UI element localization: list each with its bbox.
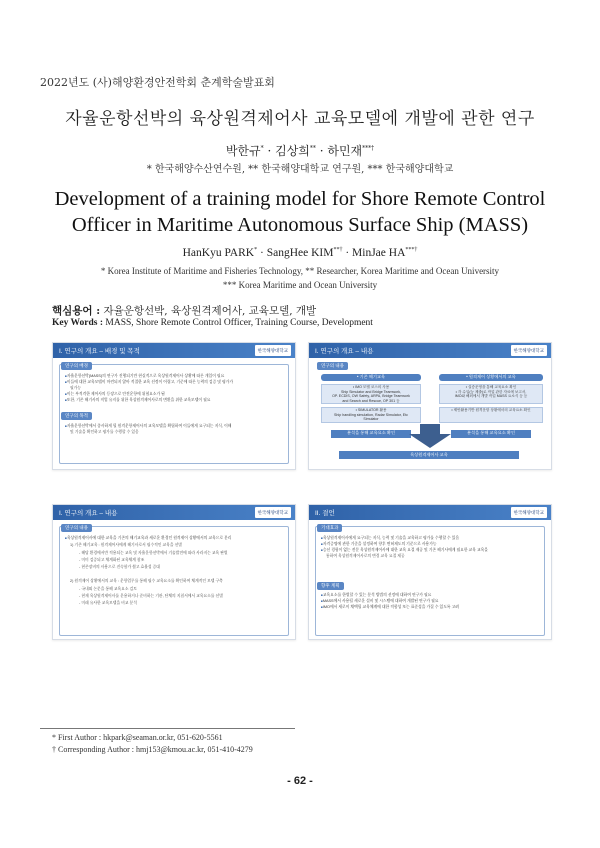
bullet-line: ■ 또한, 기존 해기사의 직업 유지를 위한 육상원격제어사로의 변환을 위한 교육모델이 필요 bbox=[65, 398, 210, 404]
authors-korean bbox=[0, 142, 600, 159]
slide-research-content-diagram bbox=[308, 342, 552, 470]
sub-line: - 해당 환경에서만 적용되는 교육 및 자율운항선박에서 기술발전에 따라 사라지는 교육 판별 bbox=[79, 551, 228, 557]
author-separator: · bbox=[259, 247, 264, 259]
author-ko-2: 김상희 bbox=[275, 144, 310, 158]
section-tag: 향후 계획 bbox=[317, 582, 344, 590]
sub-line: - 미미 검증되고 체계화된 교육체계 참조 bbox=[79, 558, 144, 564]
affiliation-korean: * 한국해양수산연수원, ** 한국해양대학교 연구원, *** 한국해양대학교 bbox=[146, 164, 454, 175]
section-tag: 연구의 내용 bbox=[61, 524, 92, 532]
university-logo: 한국해양대학교 bbox=[255, 507, 291, 518]
slide-header bbox=[309, 505, 551, 520]
section-tag: 연구의 내용 bbox=[317, 362, 348, 370]
author-ko-1: 박한규 bbox=[225, 144, 261, 158]
sub-line: - 현존장비의 사용으로 진숙함가 쉽고 효율성 증대 bbox=[79, 565, 160, 571]
author-en-3-mark: ***† bbox=[405, 247, 418, 254]
keywords-english-label: Key Words : bbox=[52, 318, 104, 328]
result-bar: 육상원격제어사 교육 bbox=[339, 451, 519, 459]
author-en-3: MinJae HA bbox=[352, 247, 406, 259]
slide-background-purpose bbox=[52, 342, 296, 470]
author-en-2: SangHee KIM bbox=[266, 247, 334, 259]
authors-english bbox=[0, 247, 600, 259]
bullet-continuation: 필가능 bbox=[70, 386, 82, 390]
conference-name: 2022년도 (사)해양환경안전학회 춘계학술발표회 bbox=[40, 76, 275, 89]
affiliation-english-1: * Korea Institute of Maritime and Fisheries Technology, ** Researcher, Korea Maritime and Ocean University bbox=[100, 266, 500, 276]
footnote-first-author: * First Author : hkpark@seaman.or.kr, 051-620-5561 bbox=[52, 733, 223, 742]
numbered-line: 2) 원격제어 상황에서의 교육 : 운항업무를 통해 필수 교육요소를 확인하여 체계적인 모델 구축 bbox=[70, 579, 223, 583]
slide-heading: I. 연구의 개요 – 내용 bbox=[315, 348, 374, 355]
author-en-1: HanKyu PARK bbox=[182, 247, 255, 259]
author-ko-3-mark: ***† bbox=[362, 145, 375, 152]
affiliation-english-2: *** Korea Maritime and Ocean University bbox=[222, 280, 378, 290]
footnote-corresponding-author: † Corresponding Author : hmj153@kmou.ac.kr, 051-410-4279 bbox=[52, 745, 253, 754]
university-logo: 한국해양대학교 bbox=[255, 345, 291, 356]
section-tag: 연구의 목적 bbox=[61, 412, 92, 420]
bullet-line: ■ 이들에 대한 교육모델이 마련되지 않아 적절한 교육 선정이 어렵고, 기준에 따른 능력의 검증 및 평가가 bbox=[65, 380, 233, 386]
slide-header bbox=[53, 343, 295, 358]
left-info-box-2: • SIMULATOR 활용 Ship handling simulation, Radar Simulator, Etc Simulator bbox=[321, 407, 421, 423]
bullet-line: ■ 자율운항선박(MASS)의 연구가 진행되기만 현실적으로 육상원격제어사 상황에 따른 개입이 필요 bbox=[65, 374, 224, 380]
title-korean: 자율운항선박의 육상원격제어사 교육모델에 개발에 관한 연구 bbox=[65, 109, 535, 129]
slide-heading: I. 연구의 개요 – 내용 bbox=[59, 510, 118, 517]
bullet-line: ■ IMO에서 새로이 채택될 교육체계에 대한 적합성 또는 표준성을 가질 수 있도록 고려 bbox=[321, 605, 459, 611]
author-ko-1-mark: * bbox=[260, 145, 264, 152]
author-separator: · bbox=[267, 144, 272, 158]
keywords-korean bbox=[52, 303, 316, 318]
section-tag: 기대효과 bbox=[317, 524, 342, 532]
left-column-heading: • 기존 해기교육 bbox=[321, 374, 421, 381]
author-ko-2-mark: ** bbox=[309, 145, 316, 152]
sub-line: - 국내외 논문을 통해 교육요소 검토 bbox=[79, 587, 137, 593]
sub-line: - 미래 유사한 교육모델을 비교 분석 bbox=[79, 601, 137, 607]
bullet-line: ■ 육상원격제어사에 대한 교육을 기존의 해기교육과 새로운 환경인 원격제어 상황에서의 교육으로 분리 bbox=[65, 536, 231, 542]
bullet-line: ■ 육상원격제어사에게 요구되는 지식, 능력 및 기술을 교육하고 평가를 수행할 수 있음 bbox=[321, 536, 459, 542]
university-logo: 한국해양대학교 bbox=[511, 345, 547, 356]
slide-heading: II. 결언 bbox=[315, 510, 335, 517]
author-separator: · bbox=[319, 144, 324, 158]
slide-research-content-details bbox=[52, 504, 296, 640]
keywords-korean-text: 자율운항선박, 육상원격제어사, 교육모델, 개발 bbox=[103, 305, 317, 317]
down-arrow-icon bbox=[407, 424, 453, 448]
university-logo: 한국해양대학교 bbox=[511, 507, 547, 518]
slide-header bbox=[309, 343, 551, 358]
slide-header bbox=[53, 505, 295, 520]
keywords-korean-label: 핵심용어 : bbox=[52, 305, 101, 317]
left-info-box-1: • IMO 모델 코스의 사용 Ship Simulator and Bridge Teamwork, OP. ECDIS, OW Safety, ARPA, Bridge Teamwork and Search and Rescue, OP 301 등 bbox=[321, 384, 421, 404]
author-en-1-mark: * bbox=[254, 247, 258, 254]
right-info-box-2: • 제안활용기반 원격운항 상황에서의 교육요소 확인 bbox=[439, 407, 543, 423]
author-ko-3: 하민재 bbox=[327, 144, 363, 158]
bullet-line: ■ 자율운항선박에서 종사하게 될 원격운항제어사의 교육모델을 확립하여 이들에게 요구되는 지식, 이해 bbox=[65, 424, 231, 430]
keywords-english bbox=[52, 318, 373, 328]
slide-heading: I. 연구의 개요 – 배경 및 목적 bbox=[59, 348, 140, 355]
footnote-divider bbox=[40, 728, 295, 729]
keywords-english-text: MASS, Shore Remote Control Officer, Training Course, Development bbox=[105, 318, 373, 328]
author-en-2-mark: **† bbox=[333, 247, 343, 254]
right-info-box-1: • 실증운영을 통해 교육요소 확인 • 각 수입(능 제출)로 작업 관한 자료에 보고서, IMO와 해외에서 개발 작업 MASS 요소식 등 등 bbox=[439, 384, 543, 404]
right-column-heading: • 원격제어 상황에서의 교육 bbox=[439, 374, 543, 381]
bullet-continuation: 및 기술을 확인하고 평가를 수행할 수 있음 bbox=[70, 430, 139, 434]
right-analysis-box: 분석을 통해 교육요소 확인 bbox=[451, 430, 531, 438]
bullet-line: ■ 자격증명에 관한 기준을 설정하여 향후 면허제도의 기준으로 사용가능 bbox=[321, 542, 437, 548]
author-separator: · bbox=[345, 247, 350, 259]
left-analysis-box: 분석을 통해 교육요소 확인 bbox=[331, 430, 411, 438]
bullet-line: ■ 이는 부적격한 제어사의 등장으로 안전운항에 위협요소가 됨 bbox=[65, 392, 165, 398]
bullet-line: ■ 승선 경험이 없는 전문 육상원격제어사에 대한 교육 요절 제공 및 기존 해기사에게 필요한 교육 교육을 bbox=[321, 548, 488, 554]
bullet-line: ■ 교육요소를 한별할 수 있는 분석 방법의 선정에 대하여 연구가 필요 bbox=[321, 593, 431, 599]
slide-conclusion bbox=[308, 504, 552, 640]
page-number: - 62 - bbox=[287, 775, 313, 787]
title-english: Development of a training model for Shore Remote Control Officer in Maritime Autonomous Surface Ship (MASS) bbox=[54, 188, 546, 236]
sub-line: - 현재 육상원격제어사를 운용하거나 준비하는 기관, 단체의 지침서에서 교육요소를 선별 bbox=[79, 594, 223, 600]
section-tag: 연구의 배경 bbox=[61, 362, 92, 370]
bullet-continuation: 통하여 육상원격제어사로의 변경 교육 요절 제공 bbox=[326, 554, 405, 558]
bullet-line: ■ MASS에서 사용될 새로운 설비 및 시스템에 대하여 개발된 연구가 필요 bbox=[321, 599, 438, 605]
numbered-line: 1) 기존 해기교육 : 원격제어사에게 해기사로서 필수적인 교육을 선별 bbox=[70, 543, 182, 547]
